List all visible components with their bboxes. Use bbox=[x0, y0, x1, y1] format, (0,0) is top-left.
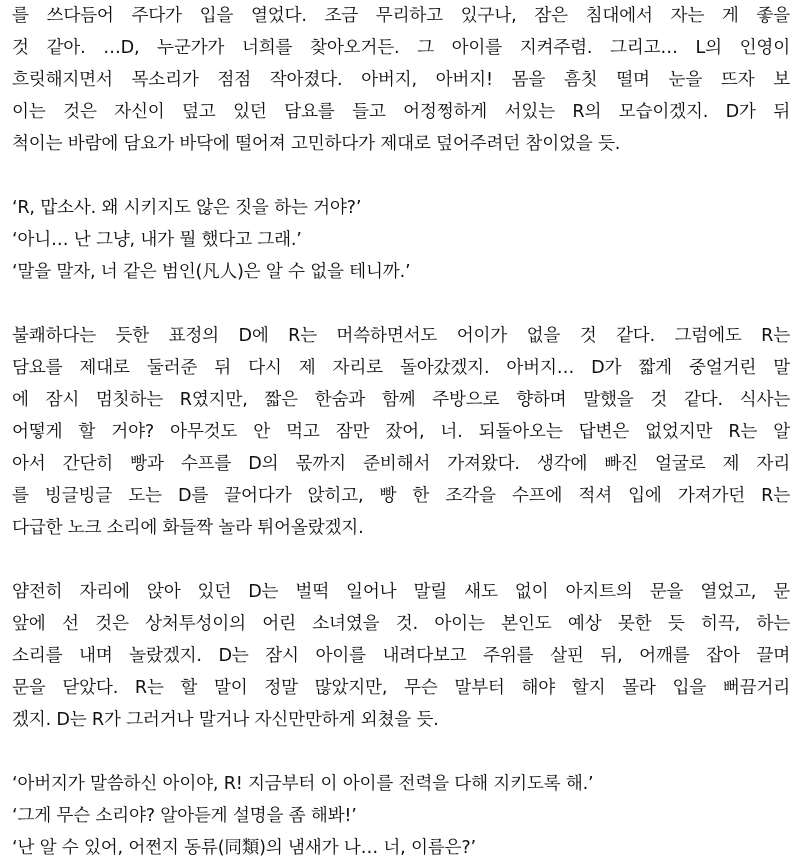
paragraph-narration-1 bbox=[12, 0, 790, 160]
text-line: 척이는 바람에 담요가 바닥에 떨어져 고민하다가 제대로 덮어주려던 참이었을 듯. bbox=[12, 134, 621, 154]
text-line: 불쾌하다는 듯한 표정의 D에 R는 머쓱하면서도 어이가 없을 것 같다. 그럼에도 R는 bbox=[12, 326, 790, 346]
text-line: 것 같아. …D, 누군가가 너희를 찾아오거든. 그 아이를 지켜주렴. 그리고… L의 인영이 bbox=[12, 38, 790, 58]
dialogue-line: ‘그게 무슨 소리야? 알아듣게 설명을 좀 해봐!’ bbox=[12, 806, 357, 826]
paragraph-narration-3 bbox=[12, 576, 790, 736]
paragraph-dialogue-2 bbox=[12, 768, 790, 864]
text-line: 아서 간단히 빵과 수프를 D의 몫까지 준비해서 가져왔다. 생각에 빠진 얼굴로 제 자리 bbox=[12, 454, 790, 474]
dialogue-line: ‘난 알 수 있어, 어쩐지 동류(同類)의 냄새가 나… 너, 이름은?’ bbox=[12, 838, 476, 858]
text-line: 문을 닫았다. R는 할 말이 정말 많았지만, 무슨 말부터 해야 할지 몰라 입을 뻐끔거리 bbox=[12, 678, 790, 698]
dialogue-line: ‘R, 맙소사. 왜 시키지도 않은 짓을 하는 거야?’ bbox=[12, 198, 362, 218]
paragraph-dialogue-1 bbox=[12, 192, 790, 288]
text-line: 를 빙글빙글 도는 D를 끌어다가 앉히고, 빵 한 조각을 수프에 적셔 입에 가져가던 R는 bbox=[12, 486, 790, 506]
paragraph-gap bbox=[12, 544, 790, 576]
text-line: 소리를 내며 놀랐겠지. D는 잠시 아이를 내려다보고 주위를 살핀 뒤, 어깨를 잡아 끌며 bbox=[12, 646, 790, 666]
dialogue-line: ‘아버지가 말씀하신 아이야, R! 지금부터 이 아이를 전력을 다해 지키도록 해.’ bbox=[12, 774, 594, 794]
text-line: 다급한 노크 소리에 화들짝 놀라 튀어올랐겠지. bbox=[12, 518, 364, 538]
text-line: 앞에 선 것은 상처투성이의 어린 소녀였을 것. 아이는 본인도 예상 못한 듯 히끅, 하는 bbox=[12, 614, 790, 634]
text-line: 를 쓰다듬어 주다가 입을 열었다. 조금 무리하고 있구나, 잠은 침대에서 자는 게 좋을 bbox=[12, 6, 790, 26]
document-page bbox=[12, 0, 790, 864]
text-line: 어떻게 할 거야? 아무것도 안 먹고 잠만 잤어, 너. 되돌아오는 답변은 없었지만 R는 알 bbox=[12, 422, 790, 442]
paragraph-narration-2 bbox=[12, 320, 790, 544]
paragraph-gap bbox=[12, 160, 790, 192]
dialogue-line: ‘말을 말자, 너 같은 범인(凡人)은 알 수 없을 테니까.’ bbox=[12, 262, 411, 282]
text-line: 에 잠시 멈칫하는 R였지만, 짧은 한숨과 함께 주방으로 향하며 말했을 것 같다. 식사는 bbox=[12, 390, 790, 410]
text-line: 흐릿해지면서 목소리가 점점 작아졌다. 아버지, 아버지! 몸을 흠칫 떨며 눈을 뜨자 보 bbox=[12, 70, 790, 90]
text-line: 담요를 제대로 둘러준 뒤 다시 제 자리로 돌아갔겠지. 아버지… D가 짧게 중얼거린 말 bbox=[12, 358, 790, 378]
text-line: 겠지. D는 R가 그러거나 말거나 자신만만하게 외쳤을 듯. bbox=[12, 710, 439, 730]
dialogue-line: ‘아니… 난 그냥, 내가 뭘 했다고 그래.’ bbox=[12, 230, 302, 250]
text-line: 얌전히 자리에 앉아 있던 D는 벌떡 일어나 말릴 새도 없이 아지트의 문을 열었고, 문 bbox=[12, 582, 790, 602]
paragraph-gap bbox=[12, 288, 790, 320]
text-line: 이는 것은 자신이 덮고 있던 담요를 들고 어정쩡하게 서있는 R의 모습이겠지. D가 뒤 bbox=[12, 102, 790, 122]
paragraph-gap bbox=[12, 736, 790, 768]
